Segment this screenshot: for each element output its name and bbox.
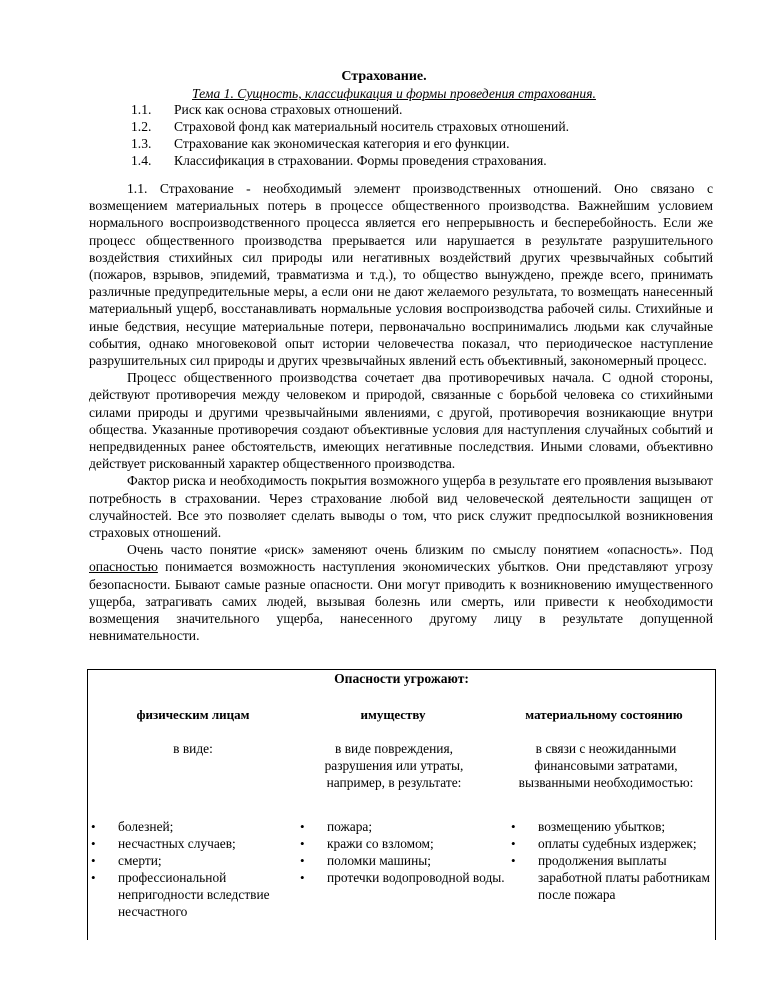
list-item: • поломки машины; xyxy=(297,852,505,869)
toc-text: Страховой фонд как материальный носитель страховых отношений. xyxy=(174,119,570,134)
bullet-list xyxy=(297,818,505,886)
toc-item xyxy=(131,135,569,152)
list-item: • оплаты судебных издержек; xyxy=(508,835,714,852)
list-item: • пожара; xyxy=(297,818,505,835)
column-header: физическим лицам xyxy=(136,707,250,722)
column-subheader: в виде: xyxy=(173,741,213,756)
toc-number: 1.4. xyxy=(131,153,152,168)
underlined-term: опасностью xyxy=(89,559,158,575)
toc-number: 1.1. xyxy=(131,102,152,117)
column-subheader: в виде повреждения, разрушения или утраты, например, в результате: xyxy=(324,741,464,790)
toc-text: Классификация в страховании. Формы проведения страхования. xyxy=(174,153,547,168)
paragraph: 1.1. Страхование - необходимый элемент производственных отношений. Оно связано с возмещением материальных потерь в процессе общественного производства. Важнейшим условием нормального воспроизводственного процесса является его непрерывность и бесперебойность. Если же процесс общественного производства прерывается или нарушается в результате разрушительного воздействия стихийных сил природы или негативных воздействий других чрезвычайных событий (пожаров, взрывов, эпидемий, травматизма и т.д.), то общество вынуждено, прежде всего, принимать различные предупредительные меры, а если они не дают желаемого результата, то возмещать нанесенный материальный ущерб, восстанавливать нормальные условия воспроизводства рабочей силы. Стихийные и иные бедствия, несущие материальные потери, первоначально воспринимались людьми как случайные события, однако многовековой опыт истории человечества показал, что периодическое наступление разрушительных сил природы и других чрезвычайных явлений есть объективный, закономерный процесс. xyxy=(89,181,713,369)
list-item: • протечки водопроводной воды. xyxy=(297,869,505,886)
table-heading: Опасности угрожают: xyxy=(334,671,469,686)
toc-number: 1.2. xyxy=(131,119,152,134)
list-item: • смерти; xyxy=(88,852,270,869)
toc-item xyxy=(131,118,569,135)
list-item: • возмещению убытков; xyxy=(508,818,714,835)
bullet-list xyxy=(88,818,270,920)
column-header: имуществу xyxy=(360,707,426,722)
column-header: материальному состоянию xyxy=(525,707,683,722)
document-title: Страхование. xyxy=(341,69,427,84)
list-item: • болезней; xyxy=(88,818,270,835)
paragraph-text: Очень часто понятие «риск» заменяют очень близким по смыслу понятием «опасность». Под xyxy=(127,542,713,558)
toc-number: 1.3. xyxy=(131,136,152,151)
dangers-table xyxy=(87,669,716,940)
column-subheader: в связи с неожиданными финансовыми затратами, вызванными необходимостью: xyxy=(518,741,694,790)
body-text xyxy=(89,180,713,644)
paragraph xyxy=(89,541,713,644)
toc-text: Страхование как экономическая категория и его функции. xyxy=(174,136,510,151)
list-item: • продолжения выплаты заработной платы работникам после пожара xyxy=(508,852,714,903)
paragraph-text: понимается возможность наступления экономических убытков. Они представляют угрозу безопасности. Бывают самые разные опасности. Они могут приводить к возникновению имущественного ущерба, затрагивать самих людей, вызывая болезнь или смерть, или привести к необходимости возмещения значительного ущерба, нанесенного другому лицу в результате допущенной невнимательности. xyxy=(89,559,713,644)
list-item: • кражи со взломом; xyxy=(297,835,505,852)
list-item: • несчастных случаев; xyxy=(88,835,270,852)
paragraph: Фактор риска и необходимость покрытия возможного ущерба в результате его проявления вызывают потребность в страховании. Через страхование любой вид человеческой деятельности защищен от случайностей. Все это позволяет сделать выводы о том, что риск служит предпосылкой возникновения страховых отношений. xyxy=(89,473,713,541)
list-item: • профессиональной непригодности вследствие несчастного xyxy=(88,869,270,920)
toc-item xyxy=(131,101,569,118)
topic-subtitle: Тема 1. Сущность, классификация и формы проведения страхования. xyxy=(192,86,596,101)
toc-text: Риск как основа страховых отношений. xyxy=(174,102,403,117)
bullet-list xyxy=(508,818,714,903)
paragraph: Процесс общественного производства сочетает два противоречивых начала. С одной стороны, действуют противоречия между человеком и природой, связанные с борьбой человека со стихийными силами природы и другими чрезвычайными явлениями, с другой, противоречия возникающие внутри общества. Указанные противоречия создают объективные условия для наступления случайных событий и непредвиденных ранее обстоятельств, имеющих негативные последствия. Иными словами, объективно действует рискованный характер общественного производства. xyxy=(89,370,713,472)
table-of-contents xyxy=(131,101,569,169)
toc-item xyxy=(131,152,569,169)
